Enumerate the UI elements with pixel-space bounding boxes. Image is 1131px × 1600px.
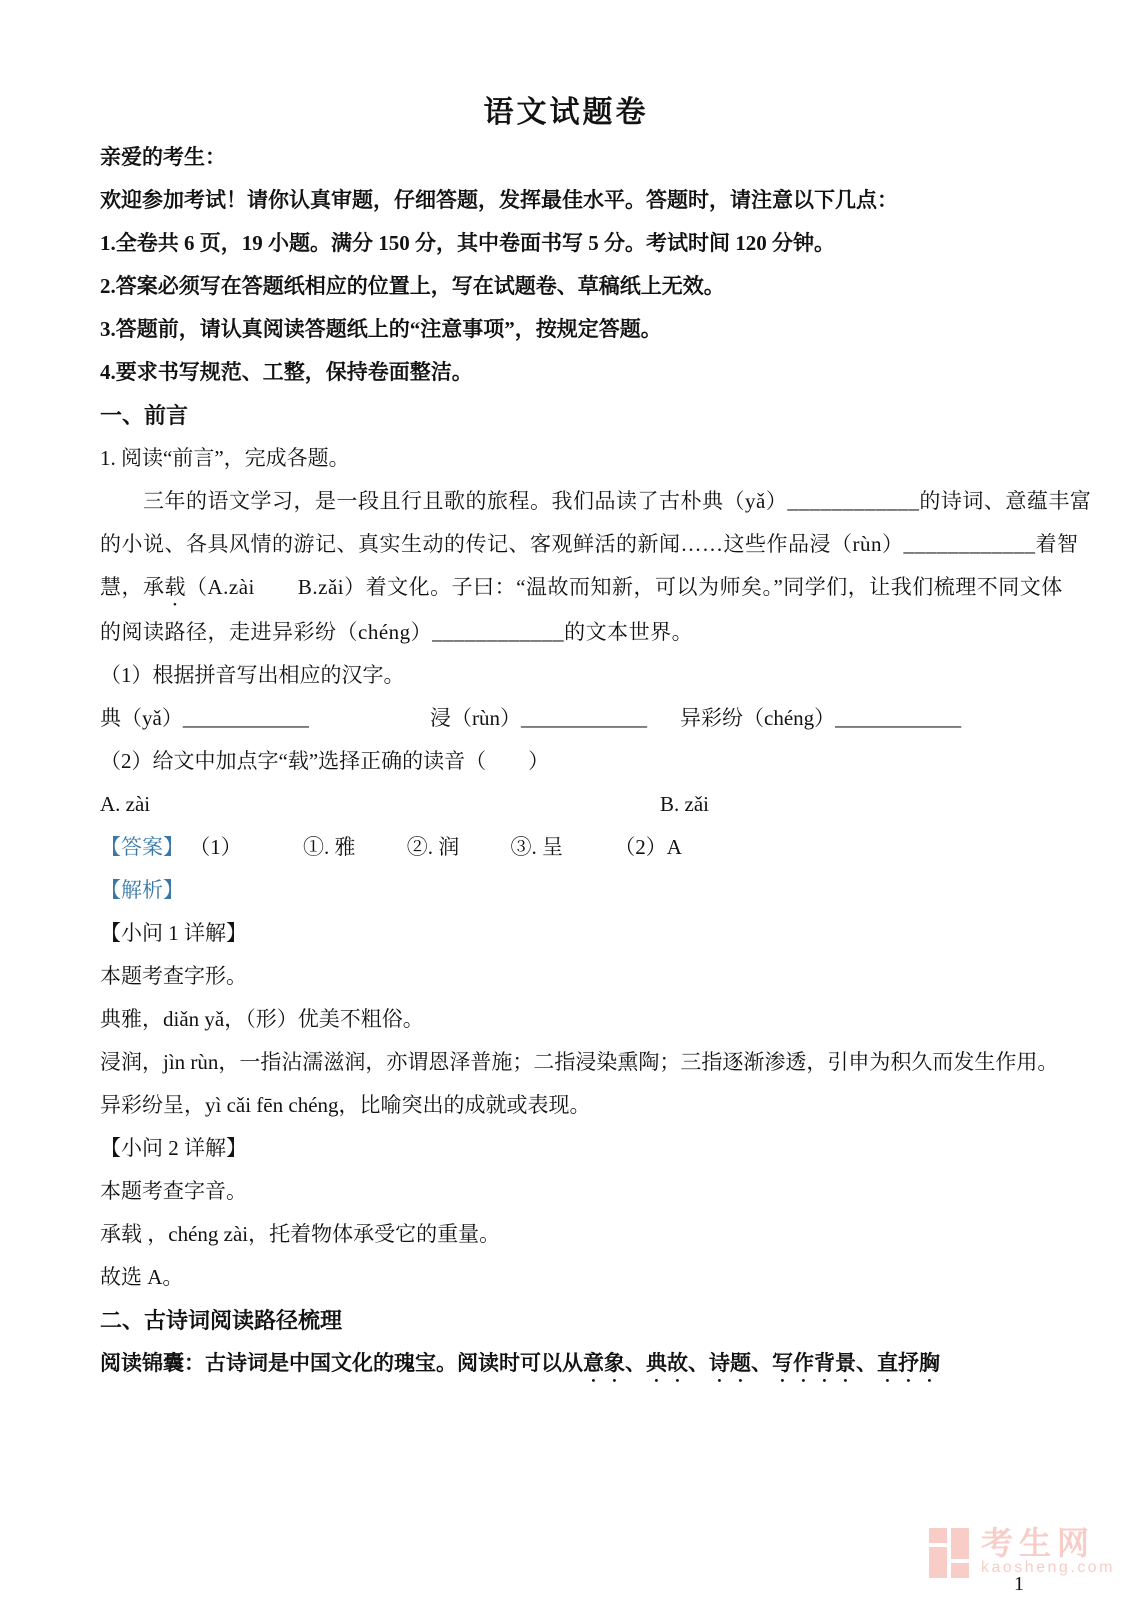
tip-emphasis-1: 意象 bbox=[583, 1351, 625, 1375]
option-b: B. zǎi bbox=[660, 792, 709, 816]
answer-label: 【答案】 bbox=[100, 835, 184, 859]
tip-emphasis-3: 诗题 bbox=[709, 1351, 751, 1375]
passage-line-4: 的阅读路径，走进异彩纷（chéng）____________的文本世界。 bbox=[100, 620, 694, 644]
detail1-line-1: 本题考查字形。 bbox=[100, 964, 247, 988]
kaosheng-logo-icon bbox=[929, 1528, 971, 1578]
pinyin-blank-row bbox=[100, 697, 1032, 740]
exam-note-1: 1.全卷共 6 页，19 小题。满分 150 分，其中卷面书写 5 分。考试时间 120 分钟。 bbox=[100, 231, 835, 255]
section1-heading: 一、前言 bbox=[100, 403, 189, 428]
detail2-line-2: 承载 ，chéng zài，托着物体承受它的重量。 bbox=[100, 1222, 501, 1246]
tip-emphasis-2: 典故 bbox=[646, 1351, 688, 1375]
watermark-text-block bbox=[981, 1526, 1115, 1576]
pinyin-blank-label-3: 异彩纷（chéng） bbox=[680, 706, 836, 730]
watermark-site-name: 考生网 bbox=[980, 1525, 1095, 1561]
pinyin-blank-label-1: 典（yǎ） bbox=[100, 706, 183, 730]
detail1-heading: 【小问 1 详解】 bbox=[100, 921, 247, 945]
tip-part-2: 、 bbox=[625, 1351, 646, 1375]
detail1-line-4: 异彩纷呈，yì cǎi fēn chéng，比喻突出的成就或表现。 bbox=[100, 1093, 591, 1117]
sub-question-2-label: （2）给文中加点字“载”选择正确的读音（ ） bbox=[100, 749, 550, 773]
passage-line-3-pre: 慧，承 bbox=[100, 575, 165, 599]
page-number: 1 bbox=[1014, 1573, 1024, 1595]
passage-line-2: 的小说、各具风情的游记、真实生动的传记、客观鲜活的新闻……这些作品浸（rùn）____________着智 bbox=[100, 532, 1079, 556]
answer-line bbox=[100, 826, 1032, 869]
page-title: 语文试题卷 bbox=[483, 96, 649, 129]
exam-note-3: 3.答题前，请认真阅读答题纸上的“注意事项”，按规定答题。 bbox=[100, 317, 662, 341]
passage-dotted-char: 载 bbox=[164, 575, 186, 599]
page-content bbox=[100, 0, 1092, 1387]
question1-intro: 1. 阅读“前言”，完成各题。 bbox=[100, 446, 350, 470]
pinyin-blank-item-1 bbox=[100, 697, 430, 740]
detail2-line-3: 故选 A。 bbox=[100, 1265, 184, 1289]
exam-note-2: 2.答案必须写在答题纸相应的位置上，写在试题卷、草稿纸上无效。 bbox=[100, 274, 725, 298]
pinyin-blank-item-3 bbox=[680, 697, 961, 740]
pinyin-blank-line-2: ____________ bbox=[521, 706, 647, 730]
section2-heading: 二、古诗词阅读路径梳理 bbox=[100, 1308, 343, 1333]
answer-item-5: （2）A bbox=[614, 835, 682, 859]
tip-part-0: 阅读锦囊：古诗词是中国文化的瑰宝。阅读时可以从 bbox=[100, 1351, 583, 1375]
pinyin-blank-label-2: 浸（rùn） bbox=[430, 706, 521, 730]
answer-item-1: （1） bbox=[189, 835, 242, 859]
pinyin-blank-line-1: ____________ bbox=[182, 706, 309, 730]
detail2-line-1: 本题考查字音。 bbox=[100, 1179, 247, 1203]
option-a: A. zài bbox=[100, 792, 151, 816]
watermark-site-url: kaosheng.com bbox=[980, 1559, 1115, 1576]
options-row bbox=[100, 783, 1032, 826]
passage-line-3 bbox=[100, 566, 1063, 611]
tip-part-6: 、 bbox=[751, 1351, 772, 1375]
tip-part-4: 、 bbox=[688, 1351, 709, 1375]
kaosheng-watermark bbox=[929, 1526, 1115, 1578]
detail1-line-3: 浸润，jìn rùn，一指沾濡滋润，亦谓恩泽普施；二指浸染熏陶；三指逐渐渗透，引申为积久而发生作用。 bbox=[100, 1050, 1059, 1074]
passage-line-3-post: （A.zài B.zǎi）着文化。子曰：“温故而知新，可以为师矣。”同学们，让我们梳理不同文体 bbox=[186, 575, 1063, 599]
pinyin-blank-item-2 bbox=[430, 697, 680, 740]
passage-line-1: 三年的语文学习，是一段且行且歌的旅程。我们品读了古朴典（yǎ）____________的诗词、意蕴丰富 bbox=[100, 489, 1092, 513]
analysis-line bbox=[100, 869, 1032, 912]
analysis-label: 【解析】 bbox=[100, 878, 184, 902]
sub-question-1-label: （1）根据拼音写出相应的汉字。 bbox=[100, 663, 405, 687]
answer-item-3: ②. 润 bbox=[406, 835, 460, 859]
answer-item-2: ①. 雅 bbox=[303, 835, 356, 859]
answer-item-4: ③. 呈 bbox=[510, 835, 563, 859]
welcome-line: 欢迎参加考试！请你认真审题，仔细答题，发挥最佳水平。答题时，请注意以下几点： bbox=[100, 188, 898, 212]
pinyin-blank-line-3: ____________ bbox=[835, 706, 962, 730]
tip-part-8: 、 bbox=[856, 1351, 877, 1375]
detail2-heading: 【小问 2 详解】 bbox=[100, 1136, 247, 1160]
detail1-line-2: 典雅，diǎn yǎ，（形）优美不粗俗。 bbox=[100, 1007, 424, 1031]
exam-note-4: 4.要求书写规范、工整，保持卷面整洁。 bbox=[100, 360, 473, 384]
tip-emphasis-5: 直抒胸 bbox=[877, 1351, 940, 1375]
tip-emphasis-4: 写作背景 bbox=[772, 1351, 856, 1375]
salutation: 亲爱的考生： bbox=[100, 145, 226, 169]
reading-tip-line bbox=[100, 1342, 1032, 1387]
